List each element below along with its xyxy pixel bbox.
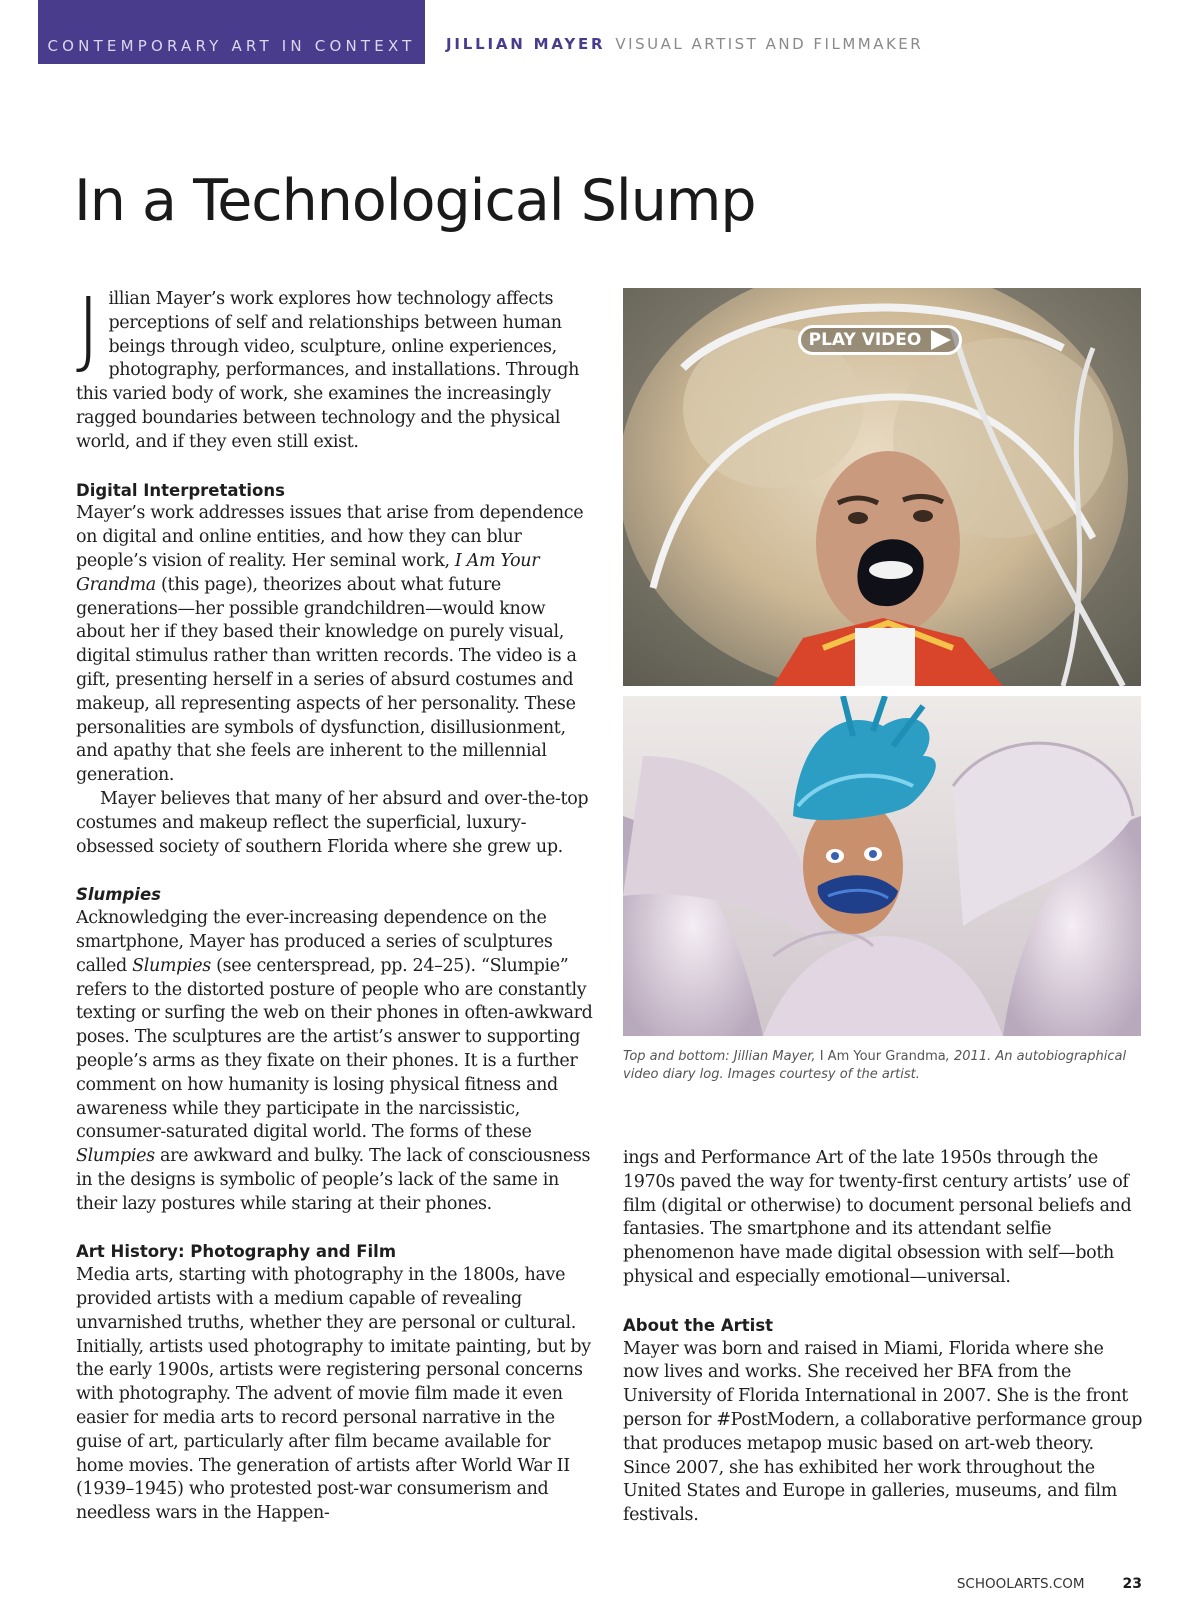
digital-interpretations-paragraph-2: Mayer believes that many of her absurd and over-the-top costumes and makeup reflect the superficial, luxury-obsessed society of southern Florida where she grew up.: [76, 788, 589, 857]
article-title: In a Technological Slump: [74, 168, 756, 234]
heading-art-history: Art History: Photography and Film: [76, 1242, 397, 1262]
intro-paragraph: Jillian Mayer’s work explores how technology affects perceptions of self and relationships between human beings through video, sculpture, online experiences, photography, performances, and installations. Through this varied body of work, she examines the increasingly ragged boundaries between technology and the physical world, and if they even still exist.: [76, 279, 580, 452]
photo-caption: Top and bottom: Jillian Mayer, I Am Your Grandma, 2011. An autobiographical video diary log. Images courtesy of the artist.: [623, 1049, 1127, 1082]
digital-interpretations-paragraph: Mayer’s work addresses issues that arise from dependence on digital and online entities, and how they can blur people’s vision of reality. Her seminal work, I Am Your Grandma (this page), theorizes about what future generations—her possible grandchildren—would know about her if they based their knowledge on purely visual, digital stimulus rather than written records. The video is a gift, presenting herself in a series of absurd costumes and makeup, all representing aspects of her personality. These personalities are symbols of dysfunction, disillusionment, and apathy that she feels are inherent to the millennial generation.: [76, 503, 584, 786]
play-video-label: PLAY VIDEO: [808, 330, 922, 350]
page-number: 23: [1122, 1576, 1142, 1592]
footer-site: SCHOOLARTS.COM: [956, 1576, 1085, 1592]
slumpies-paragraph: Acknowledging the ever-increasing dependence on the smartphone, Mayer has produced a series of sculptures called Slumpies (see centerspread, pp. 24–25). “Slumpie” refers to the distorted posture of people who are constantly texting or surfing the web on their phones in often-awkward poses. The sculptures are the artist’s answer to supporting people’s arms as they fixate on their phones. It is a further comment on how humanity is losing physical fitness and awareness while they participate in the narcissistic, consumer-saturated digital world. The forms of these Slumpies are awkward and bulky. The lack of consciousness in the designs is symbolic of people’s lack of the same in their lazy postures while staring at their phones.: [76, 908, 593, 1214]
play-icon: [931, 330, 951, 350]
art-history-continued: ings and Performance Art of the late 1950s through the 1970s paved the way for twenty-first century artists’ use of film (digital or otherwise) to document personal beliefs and fantasies. The smartphone and its attendant selfie phenomenon have made digital obsession with self—both physical and especially emotional—universal.: [623, 1148, 1132, 1287]
left-column: [76, 279, 596, 1526]
heading-slumpies: Slumpies: [76, 885, 161, 905]
about-artist-paragraph: Mayer was born and raised in Miami, Florida where she now lives and works. She received her BFA from the University of Florida International in 2007. She is the front person for #PostModern, a collaborative performance group that produces metapop music based on art-web theory. Since 2007, she has exhibited her work throughout the United States and Europe in galleries, museums, and film festivals.: [623, 1338, 1143, 1526]
section-banner: [38, 0, 425, 64]
photo-grandma-bottom[interactable]: [623, 696, 1141, 1036]
play-video-button[interactable]: [798, 325, 962, 355]
artist-role: VISUAL ARTIST AND FILMMAKER: [615, 35, 924, 53]
section-label: CONTEMPORARY ART IN CONTEXT: [47, 37, 416, 55]
right-column: [623, 1147, 1143, 1528]
photo-bottom-illustration: [623, 696, 1141, 1036]
art-history-paragraph: Media arts, starting with photography in the 1800s, have provided artists with a medium capable of revealing unvarnished truths, whether they are personal or cultural. Initially, artists used photography to imitate painting, but by the early 1900s, artists were registering personal concerns with photography. The advent of movie film made it even easier for media arts to record personal narrative in the guise of art, particularly after film became available for home movies. The generation of artists after World War II (1939–1945) who protested post-war consumerism and needless wars in the Happen-: [76, 1265, 591, 1524]
page-footer: [957, 1576, 1142, 1592]
artist-name: JILLIAN MAYER: [446, 35, 606, 53]
drop-cap: J: [76, 279, 101, 377]
heading-digital-interpretations: Digital Interpretations: [76, 480, 285, 500]
artist-header: [446, 35, 923, 53]
heading-about-artist: About the Artist: [623, 1315, 774, 1335]
